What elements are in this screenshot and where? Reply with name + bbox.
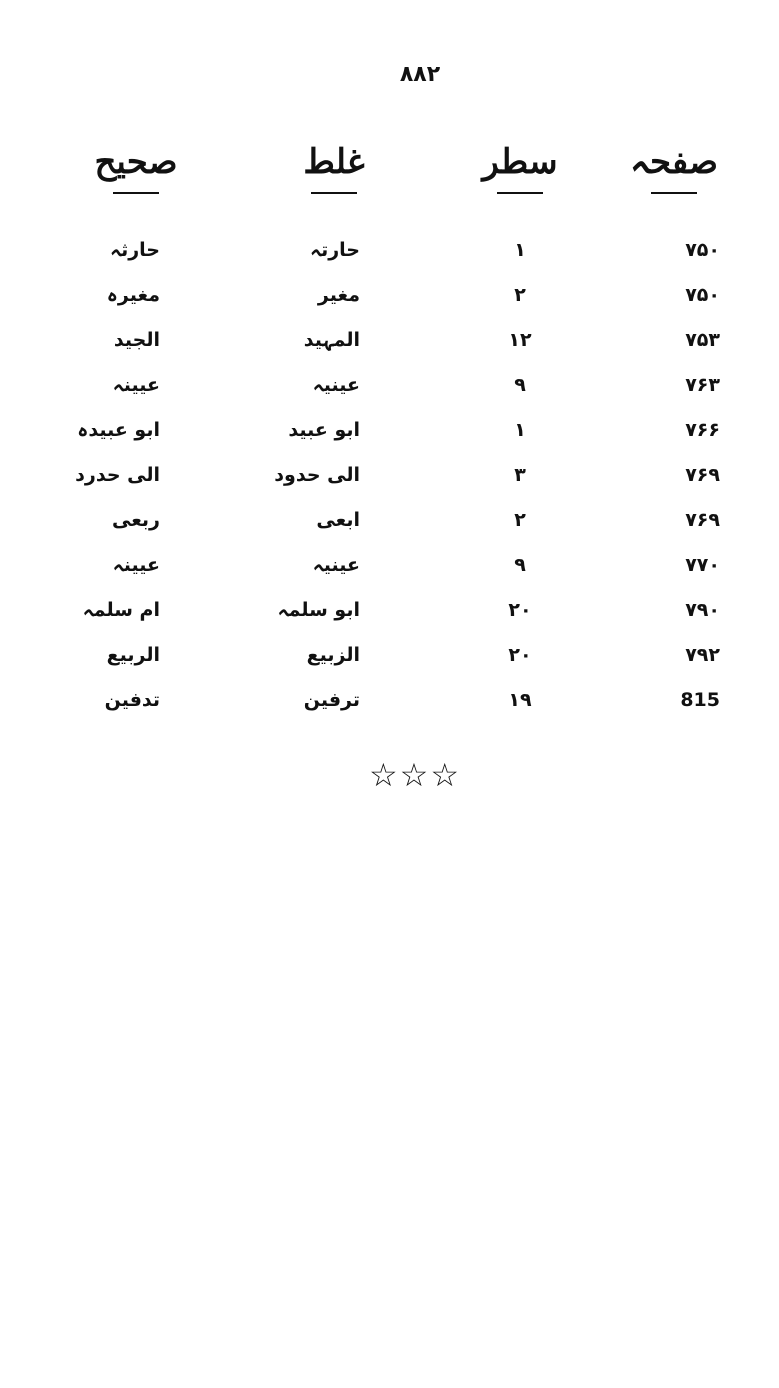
end-stars-ornament: ☆☆☆ bbox=[368, 756, 462, 794]
errata-row bbox=[0, 680, 779, 725]
cell-wrong: الزبیع bbox=[306, 644, 360, 666]
cell-page: ۷۶۹ bbox=[685, 464, 720, 486]
cell-right: الربیع bbox=[106, 644, 160, 666]
errata-row bbox=[0, 230, 779, 275]
header-page bbox=[614, 140, 734, 194]
cell-page: 815 bbox=[680, 689, 720, 711]
cell-page: ۷۵۰ bbox=[685, 284, 720, 306]
cell-wrong: حارتہ bbox=[309, 239, 360, 261]
cell-right: تدفین bbox=[104, 689, 160, 711]
errata-row bbox=[0, 635, 779, 680]
cell-line: ۳ bbox=[514, 464, 526, 486]
cell-right: الی حدرد bbox=[75, 464, 160, 486]
cell-right: ام سلمہ bbox=[82, 599, 160, 621]
cell-page: ۷۵۳ bbox=[685, 329, 720, 351]
header-line-label: سطر bbox=[482, 142, 558, 182]
cell-right: عیینہ bbox=[112, 374, 160, 396]
errata-row bbox=[0, 455, 779, 500]
errata-row bbox=[0, 545, 779, 590]
cell-wrong: ابو عبید bbox=[288, 419, 360, 441]
cell-wrong: عینیہ bbox=[312, 554, 360, 576]
cell-line: ۲۰ bbox=[508, 599, 532, 621]
errata-row bbox=[0, 320, 779, 365]
cell-page: ۷۶۳ bbox=[685, 374, 720, 396]
header-line-underline bbox=[497, 192, 543, 194]
header-right-underline bbox=[113, 192, 159, 194]
header-right-label: صحیح bbox=[94, 142, 178, 182]
cell-right: مغیرہ bbox=[106, 284, 160, 306]
errata-row bbox=[0, 410, 779, 455]
header-wrong bbox=[274, 140, 394, 194]
errata-row bbox=[0, 590, 779, 635]
cell-page: ۷۶۶ bbox=[685, 419, 720, 441]
cell-right: الجید bbox=[113, 329, 160, 351]
errata-row bbox=[0, 365, 779, 410]
cell-page: ۷۵۰ bbox=[685, 239, 720, 261]
page-number: ۸۸۲ bbox=[399, 62, 441, 87]
cell-line: ۲۰ bbox=[508, 644, 532, 666]
cell-line: ۲ bbox=[514, 509, 526, 531]
cell-line: ۱ bbox=[514, 239, 526, 261]
cell-line: ۹ bbox=[514, 374, 526, 396]
cell-line: ۱۹ bbox=[508, 689, 532, 711]
cell-line: ۱ bbox=[514, 419, 526, 441]
header-wrong-underline bbox=[311, 192, 357, 194]
header-page-underline bbox=[651, 192, 697, 194]
header-right bbox=[76, 140, 196, 194]
header-page-label: صفحہ bbox=[630, 142, 718, 182]
cell-line: ۲ bbox=[514, 284, 526, 306]
cell-wrong: ابو سلمہ bbox=[277, 599, 360, 621]
cell-page: ۷۶۹ bbox=[685, 509, 720, 531]
cell-page: ۷۷۰ bbox=[685, 554, 720, 576]
cell-page: ۷۹۰ bbox=[685, 599, 720, 621]
header-line bbox=[460, 140, 580, 194]
cell-page: ۷۹۲ bbox=[685, 644, 720, 666]
cell-right: حارثہ bbox=[109, 239, 160, 261]
cell-wrong: ابعی bbox=[316, 509, 360, 531]
cell-wrong: ترفین bbox=[303, 689, 360, 711]
cell-line: ۱۲ bbox=[508, 329, 532, 351]
errata-row bbox=[0, 500, 779, 545]
cell-right: ربعی bbox=[111, 509, 160, 531]
cell-wrong: الی حدود bbox=[274, 464, 360, 486]
cell-line: ۹ bbox=[514, 554, 526, 576]
header-wrong-label: غلط bbox=[303, 142, 365, 182]
errata-row bbox=[0, 275, 779, 320]
cell-wrong: المہید bbox=[303, 329, 360, 351]
cell-wrong: مغیر bbox=[317, 284, 360, 306]
cell-right: عیینہ bbox=[112, 554, 160, 576]
errata-table bbox=[0, 230, 779, 725]
cell-right: ابو عبیدہ bbox=[77, 419, 160, 441]
cell-wrong: عینیہ bbox=[312, 374, 360, 396]
